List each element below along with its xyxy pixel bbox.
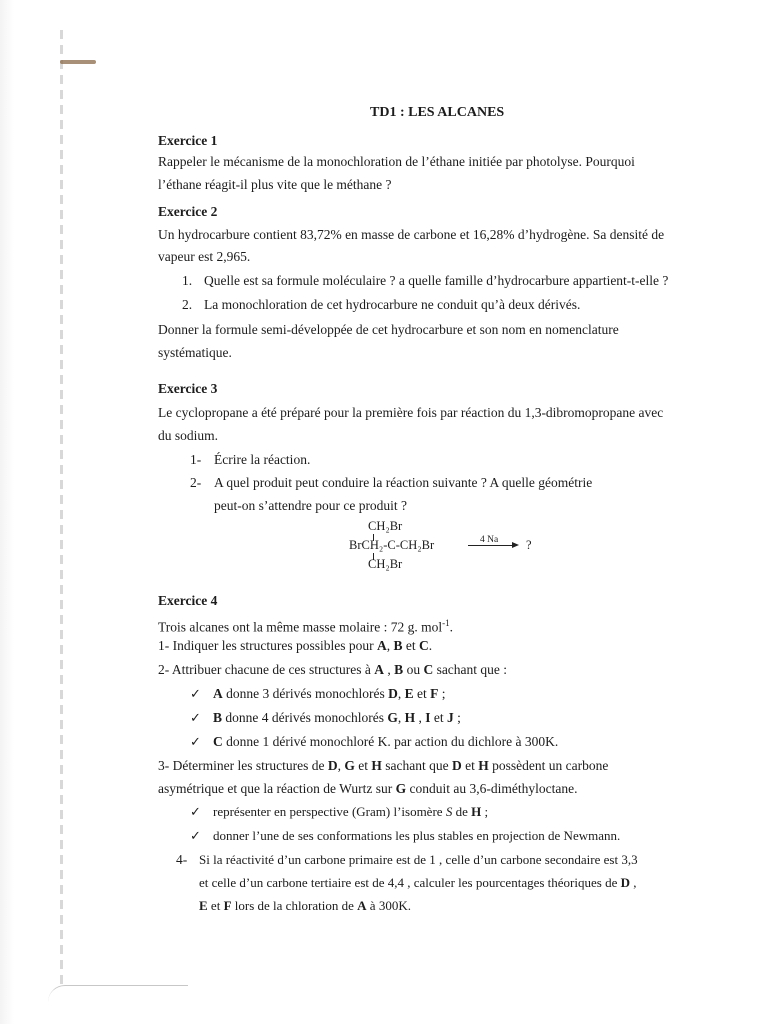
reaction-arrow-head-icon	[512, 542, 519, 548]
exercise-2-heading: Exercice 2	[158, 204, 218, 219]
exercise-2-question-2: La monochloration de cet hydrocarbure ne conduit qu’à deux dérivés.	[204, 297, 581, 312]
exercise-1-text-line-2: l’éthane réagit-il plus vite que le méthane ?	[158, 177, 392, 192]
reaction-substituent-bottom: CH₂Br	[368, 557, 403, 571]
exercise-3-text-line-1: Le cyclopropane a été préparé pour la première fois par réaction du 1,3-dibromopropane avec	[158, 405, 664, 420]
reaction-reagent-label: 4 Na	[480, 535, 499, 545]
staple-mark	[60, 60, 96, 64]
exercise-1-heading: Exercice 1	[158, 133, 218, 148]
exercise-4-part-3-line-2: asymétrique et que la réaction de Wurtz sur G conduit au 3,6-diméthyloctane.	[158, 781, 578, 796]
exercise-2-question-2-number: 2.	[182, 297, 193, 312]
binding-mark	[60, 30, 63, 990]
exercise-3-question-2-number: 2-	[190, 475, 202, 490]
exercise-1-text-line-1: Rappeler le mécanisme de la monochloration de l’éthane initiée par photolyse. Pourquoi	[158, 154, 635, 169]
exercise-2-text-line-2: vapeur est 2,965.	[158, 249, 251, 264]
exercise-2-text-line-3: Donner la formule semi-développée de cet hydrocarbure et son nom en nomenclature	[158, 322, 619, 337]
exercise-4-part-4-line-1: Si la réactivité d’un carbone primaire est de 1 , celle d’un carbone secondaire est 3,3	[199, 852, 638, 867]
exercise-4-instruction-perspective: représenter en perspective (Gram) l’isomère S de H ;	[213, 804, 489, 819]
exercise-4-part-1: 1- Indiquer les structures possibles pour A, B et C.	[158, 638, 433, 653]
exercise-3-question-2-line-1: A quel produit peut conduire la réaction suivante ? A quelle géométrie	[214, 475, 593, 490]
page-edge	[0, 0, 14, 1024]
exercise-2-text-line-1: Un hydrocarbure contient 83,72% en masse de carbone et 16,28% d’hydrogène. Sa densité de	[158, 227, 665, 242]
reaction-arrow	[468, 545, 512, 546]
exercise-4-part-2: 2- Attribuer chacune de ces structures à A , B ou C sachant que :	[158, 662, 508, 677]
exercise-4-instruction-newman: donner l’une de ses conformations les plus stables en projection de Newmann.	[213, 828, 621, 843]
exercise-2-question-1-number: 1.	[182, 273, 193, 288]
exercise-2-question-1: Quelle est sa formule moléculaire ? a quelle famille d’hydrocarbure appartient-t-elle ?	[204, 273, 669, 288]
exercise-4-part-4-number: 4-	[176, 852, 188, 867]
checkmark-icon: ✓	[190, 710, 201, 725]
exercise-4-heading: Exercice 4	[158, 593, 218, 608]
checkmark-icon: ✓	[190, 686, 201, 701]
checkmark-icon: ✓	[190, 828, 201, 843]
exercise-3-question-1: Écrire la réaction.	[214, 452, 311, 467]
page-title: TD1 : LES ALCANES	[370, 105, 505, 120]
exercise-3-text-line-2: du sodium.	[158, 428, 219, 443]
reaction-main-chain: BrCH₂-C-CH₂Br	[349, 538, 435, 552]
checkmark-icon: ✓	[190, 804, 201, 819]
exercise-3-question-1-number: 1-	[190, 452, 202, 467]
checkmark-icon: ✓	[190, 734, 201, 749]
exercise-4-intro: Trois alcanes ont la même masse molaire : 72 g. mol$^{-1}$.	[158, 618, 453, 635]
exercise-4-condition-c: C donne 1 dérivé monochloré K. par action du dichlore à 300K.	[213, 734, 559, 749]
reaction-substituent-top: CH₂Br	[368, 519, 403, 533]
exercise-4-condition-a: A donne 3 dérivés monochlorés D, E et F ;	[213, 686, 446, 701]
exercise-4-condition-b: B donne 4 dérivés monochlorés G, H , I et J ;	[213, 710, 461, 725]
exercise-3-question-2-line-2: peut-on s’attendre pour ce produit ?	[214, 498, 408, 513]
exercise-3-heading: Exercice 3	[158, 381, 218, 396]
scan-mark	[48, 985, 188, 1002]
reaction-product: ?	[526, 538, 532, 552]
exercise-4-part-3-line-1: 3- Déterminer les structures de D, G et H sachant que D et H possèdent un carbone	[158, 758, 609, 773]
exercise-4-part-4-line-2: et celle d’un carbone tertiaire est de 4,4 , calculer les pourcentages théoriques de D ,	[199, 875, 637, 890]
exercise-4-part-4-line-3: E et F lors de la chloration de A à 300K.	[199, 898, 411, 913]
exercise-2-text-line-4: systématique.	[158, 345, 232, 360]
